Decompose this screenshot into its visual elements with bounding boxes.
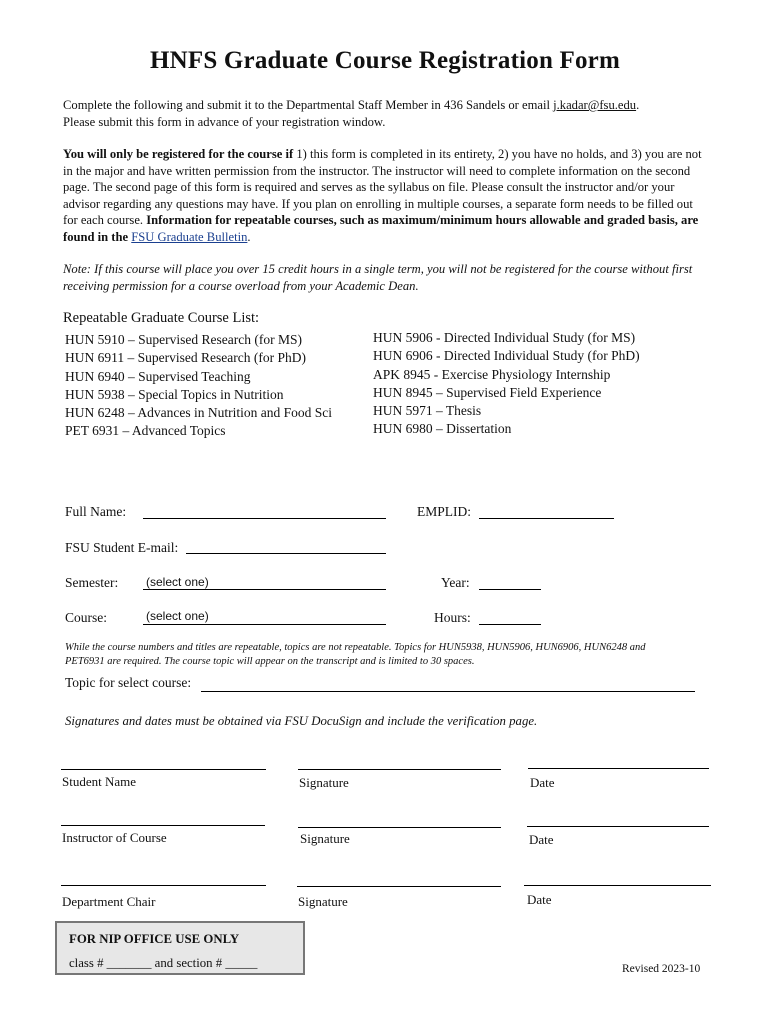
requirements-paragraph	[63, 146, 708, 245]
email-field[interactable]	[186, 553, 386, 554]
overload-note: Note: If this course will place you over 15 credit hours in a single term, you will not be registered for the course without first receiving permission for a course overload from your Academic Dean.	[63, 262, 693, 293]
course-list-item: HUN 5971 – Thesis	[373, 403, 482, 419]
course-select[interactable]: (select one)	[146, 609, 209, 623]
course-list-item: HUN 5906 - Directed Individual Study (for MS)	[373, 330, 636, 345]
topic-field[interactable]	[201, 691, 695, 692]
hours-label: Hours:	[434, 610, 471, 625]
instructor-date-line[interactable]	[527, 826, 709, 827]
intro-text: Complete the following and submit it to the Departmental Staff Member in 436 Sandels or email	[63, 98, 554, 112]
requirements-bold-lead: You will only be registered for the course if	[63, 147, 294, 161]
instructor-date-label: Date	[529, 832, 554, 847]
chair-name-line[interactable]	[61, 885, 266, 886]
signature-note: Signatures and dates must be obtained via FSU DocuSign and include the verification page.	[65, 714, 538, 728]
course-list-item: HUN 6980 – Dissertation	[373, 421, 512, 437]
course-list-item: HUN 6906 - Directed Individual Study (for PhD)	[373, 348, 640, 364]
student-name-label: Student Name	[62, 774, 137, 789]
requirements-bold-tail: Information for repeatable courses, such as maximum/minimum hours allowable and graded basis, are found in the	[63, 213, 699, 244]
graduate-bulletin-link[interactable]: FSU Graduate Bulletin	[131, 229, 248, 244]
student-name-line[interactable]	[61, 769, 266, 770]
year-field[interactable]	[479, 589, 541, 590]
semester-select[interactable]: (select one)	[146, 575, 209, 589]
course-list-left	[65, 331, 332, 441]
emplid-field[interactable]	[479, 518, 614, 519]
student-date-line[interactable]	[528, 768, 709, 769]
topic-note: While the course numbers and titles are repeatable, topics are not repeatable. Topics for HUN5938, HUN5906, HUN6906, HUN6248 and PET6931 are required. The course topic will appear on the transcript and is limited to 30 spaces.	[65, 642, 646, 667]
instructor-name-line[interactable]	[61, 825, 265, 826]
course-list-item: HUN 6248 – Advances in Nutrition and Food Sci	[65, 405, 332, 421]
student-signature-label: Signature	[299, 775, 349, 790]
chair-signature-line[interactable]	[297, 886, 501, 887]
hours-field[interactable]	[479, 624, 541, 625]
revised-date: Revised 2023-10	[622, 963, 701, 975]
course-list-item: HUN 6940 – Supervised Teaching	[65, 368, 251, 384]
chair-date-line[interactable]	[524, 885, 711, 886]
student-signature-line[interactable]	[298, 769, 501, 770]
contact-email-link[interactable]: j.kadar@fsu.edu	[553, 98, 637, 112]
course-list-item: HUN 5938 – Special Topics in Nutrition	[65, 386, 284, 402]
emplid-label: EMPLID:	[417, 504, 471, 519]
full-name-field[interactable]	[143, 518, 386, 519]
requirements-text: 1) this form is completed in its entirety, 2) you have no holds, and 3) you are not in the major and have written permission from the instructor. The instructor will need to complete information on the second page. The second page of this form is required and serves as the syllabus on file. Please consult the instructor and/or your advisor regarding any questions may have. If you plan on enrolling in multiple courses, a separate form needs to be filled out for each course.	[63, 147, 702, 227]
intro-line-2: Please submit this form in advance of your registration window.	[63, 114, 386, 129]
instructor-name-label: Instructor of Course	[62, 830, 167, 845]
instructor-signature-label: Signature	[300, 831, 350, 846]
topic-label: Topic for select course:	[65, 675, 192, 690]
chair-name-label: Department Chair	[62, 894, 156, 909]
course-list-heading: Repeatable Graduate Course List:	[63, 310, 260, 326]
office-use-heading: FOR NIP OFFICE USE ONLY	[69, 932, 240, 946]
intro-paragraph	[63, 97, 713, 130]
instructor-signature-line[interactable]	[298, 827, 501, 828]
requirements-end: .	[247, 229, 251, 244]
office-use-box	[55, 921, 305, 975]
semester-underline	[143, 589, 386, 590]
full-name-label: Full Name:	[65, 504, 127, 519]
office-use-class-section: class # _______ and section # _____	[69, 956, 258, 970]
course-underline	[143, 624, 386, 625]
student-date-label: Date	[530, 775, 555, 790]
chair-signature-label: Signature	[298, 894, 348, 909]
email-label: FSU Student E-mail:	[65, 540, 179, 555]
course-label: Course:	[65, 610, 107, 625]
course-list-item: APK 8945 - Exercise Physiology Internship	[373, 366, 611, 382]
chair-date-label: Date	[527, 892, 552, 907]
course-list-item: HUN 8945 – Supervised Field Experience	[373, 384, 602, 400]
year-label: Year:	[441, 575, 470, 590]
intro-period: .	[636, 98, 640, 112]
course-list-right	[373, 329, 640, 439]
course-list-item: HUN 5910 – Supervised Research (for MS)	[65, 332, 302, 347]
course-list-item: HUN 6911 – Supervised Research (for PhD)	[65, 350, 306, 366]
form-title: HNFS Graduate Course Registration Form	[149, 47, 621, 74]
course-list-item: PET 6931 – Advanced Topics	[65, 423, 226, 439]
semester-label: Semester:	[65, 575, 119, 590]
